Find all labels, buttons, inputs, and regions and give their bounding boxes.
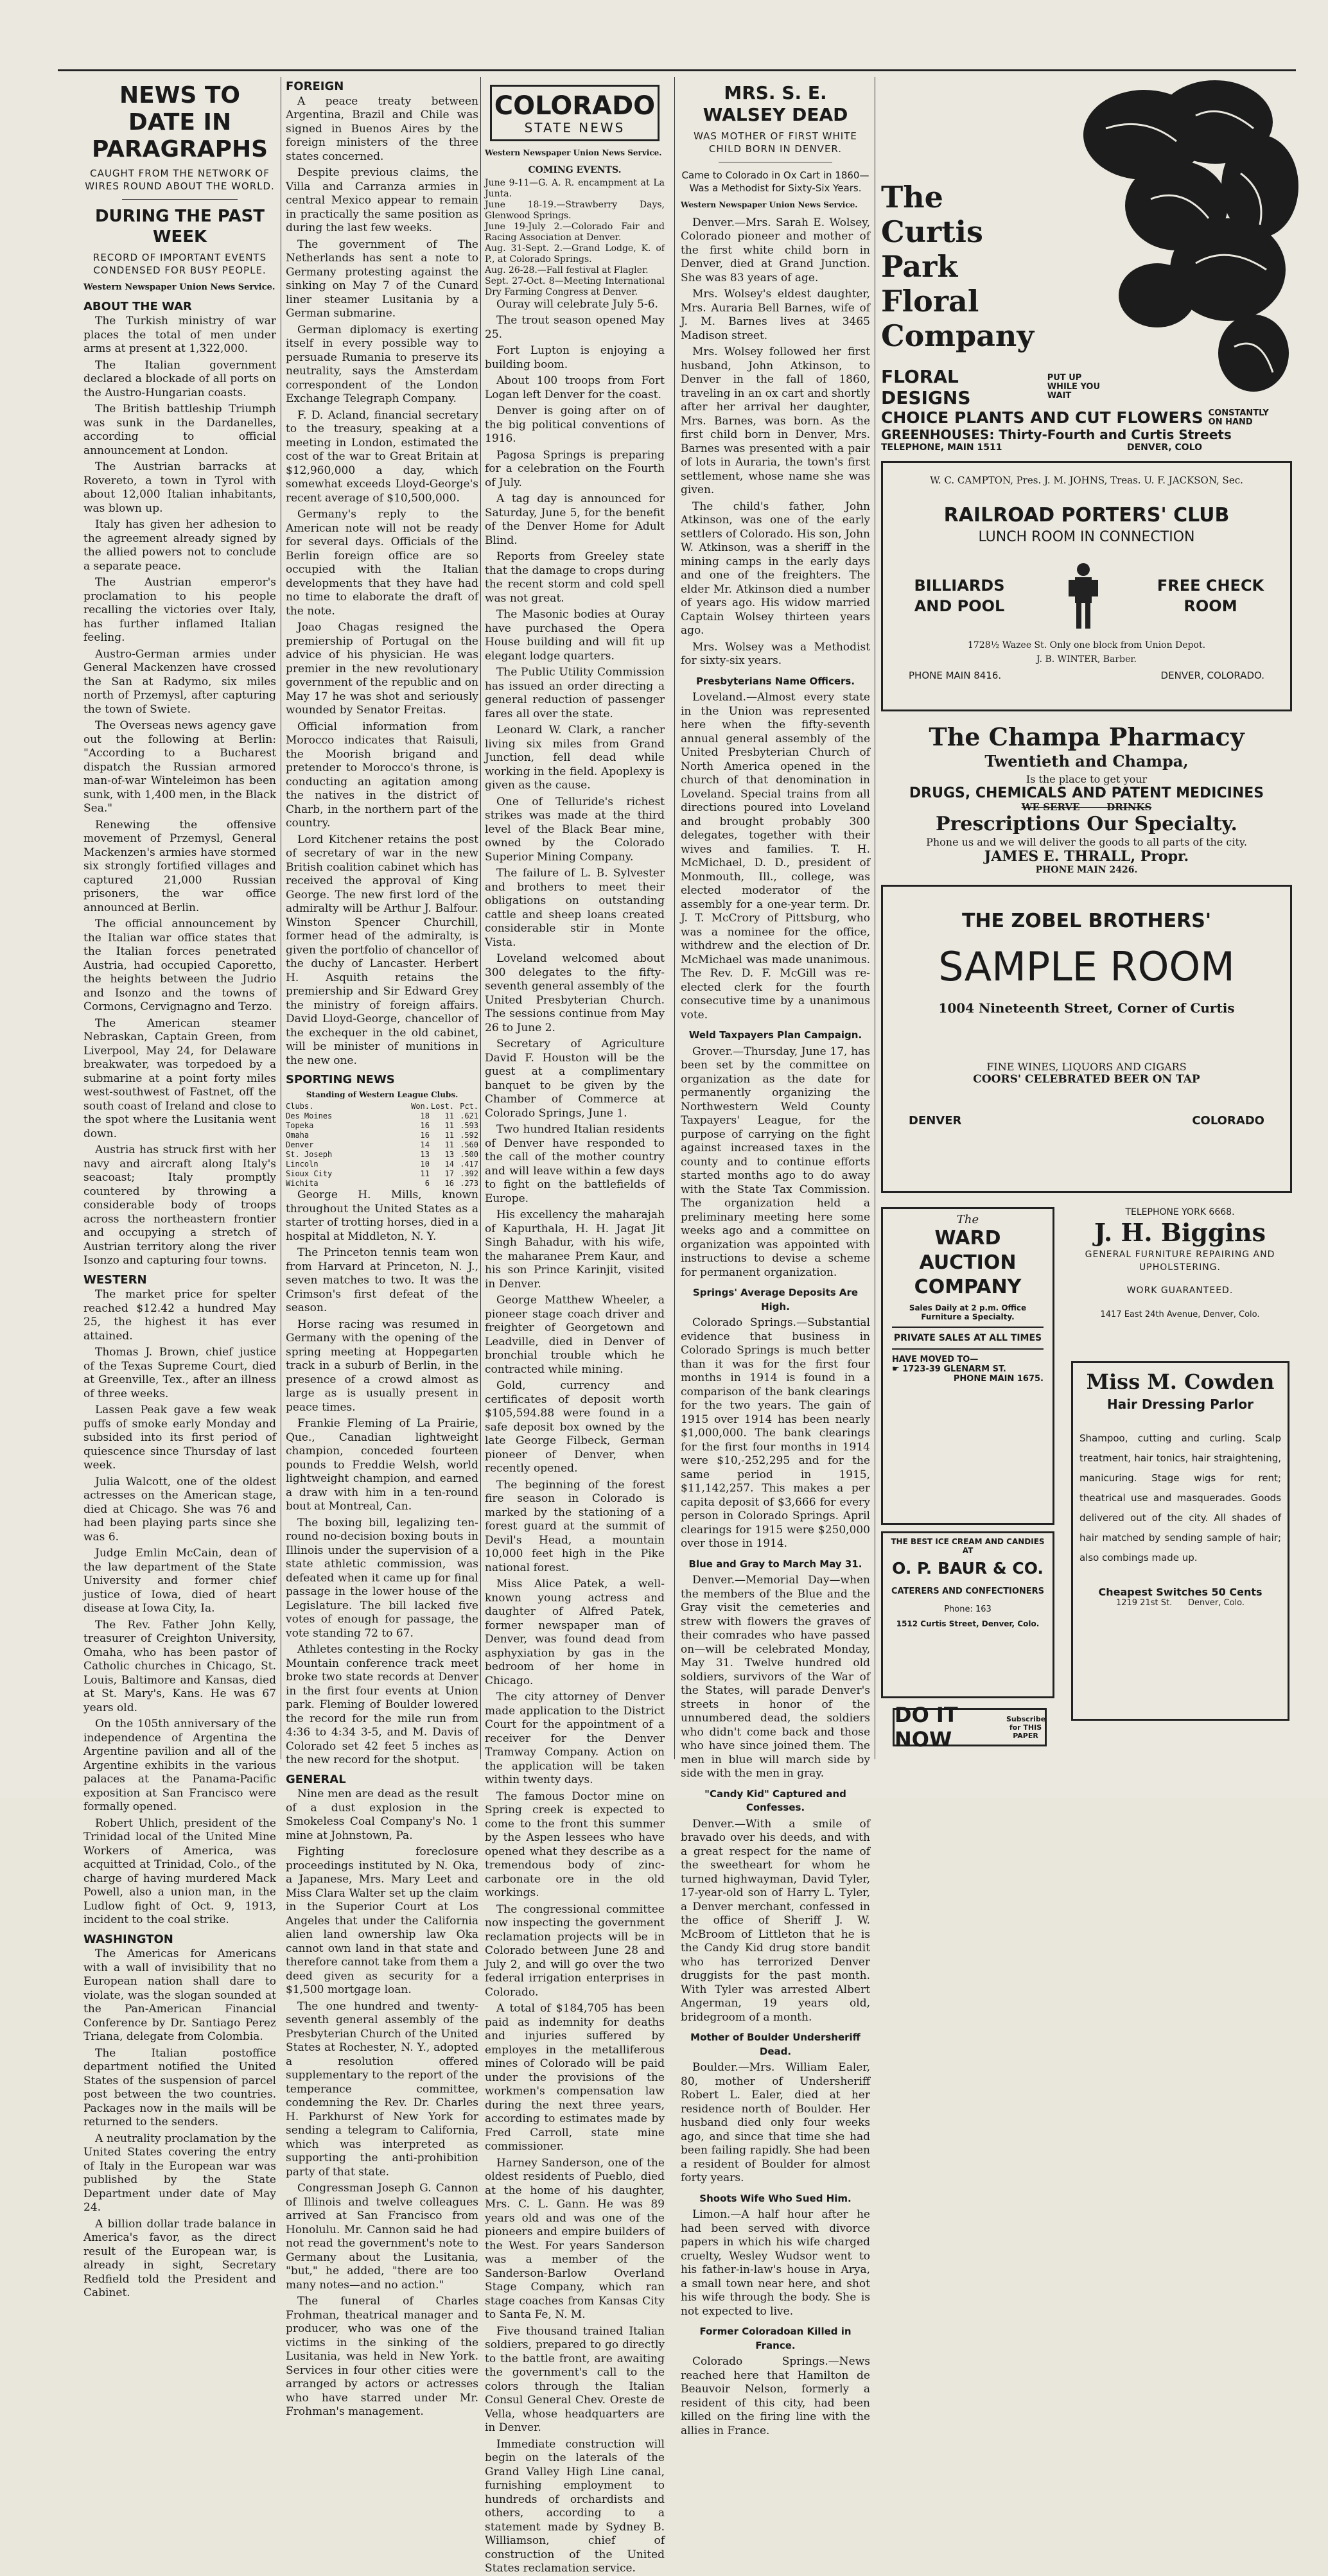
table-row (286, 1179, 478, 1188)
curtis-name-line: The (881, 180, 943, 214)
foreign-item: Despite previous claims, the Villa and Carranza armies in central Mexico appear to remain in practically the same position as during the last few weeks. (286, 166, 478, 234)
table-cell: .621 (460, 1111, 478, 1120)
table-row (286, 1121, 478, 1131)
sporting-paragraphs (286, 1188, 478, 1768)
coming-event: Sept. 27-Oct. 8—Meeting International Dry Farming Congress at Denver. (485, 275, 665, 297)
war-item: Italy has given her adhesion to the agreement already signed by the allied powers not to conclude a separate peace. (83, 518, 276, 573)
champa-title: The Champa Pharmacy (929, 722, 1245, 751)
masthead-state-news: STATE NEWS (524, 120, 625, 135)
table-row (286, 1140, 478, 1150)
section-general: GENERAL (286, 1772, 346, 1786)
column-news-to-date (83, 77, 276, 2299)
foreign-item: F. D. Acland, financial secretary to the treasury, speaking at a meeting in London, estimated the cost of the war to Great Britain at $12,960,000 a day, which somewhat exceeds Lloyd-George's recent average of $10,500,000. (286, 408, 478, 505)
state-news-item: Immediate construction will begin on the laterals of the Grand Valley High Line canal, furnishing employment to hundreds of orchardists and others, according to a statement made by Sydney B. Williamson, chief of construction of the United States reclamation service. (485, 2437, 665, 2575)
walsey-paragraphs (681, 216, 870, 668)
column-foreign-sporting (286, 77, 478, 2418)
ward-address-text: 1723-39 GLENARM ST. (902, 1364, 1006, 1374)
table-cell: 6 (424, 1179, 430, 1188)
washington-item: A neutrality proclamation by the United States covering the entry of Italy in the European war was published by the State Department under date of May 24. (83, 2132, 276, 2214)
state-news-item: The Public Utility Commission has issued an order directing a general reduction of passenger fares all over the state. (485, 666, 665, 720)
table-cell: 11 (444, 1131, 454, 1140)
table-cell: .417 (460, 1160, 478, 1169)
general-item: The funeral of Charles Frohman, theatrical manager and producer, who was one of the victims in the sinking of the Lusitania, was held in New York. Services in four other cities were arranged by actors or actresses who have starred under Mr. Frohman's management. (286, 2295, 478, 2418)
headline-boulder-mother: Mother of Boulder Undersheriff Dead. (690, 2032, 861, 2057)
walsey-item: Mrs. Wolsey followed her first husband, John Atkinson, to Denver in the fall of 1860, traveling in an ox cart and shortly after her arrival her daughter, Mrs. Barnes, was born. As the first child born in Denver, Mrs. Barnes was presented with a pair of lots in Auraria, the town's first settlement, whose name she was given. (681, 345, 870, 496)
washington-item: A billion dollar trade balance in America's favor, as the direct result of the European war, is already in sight, Secretary Redfield told the President and Cabinet. (83, 2217, 276, 2299)
headline-news-to-date: NEWS TO DATE IN PARAGRAPHS (91, 82, 268, 162)
table-cell: St. Joseph (286, 1150, 333, 1159)
standing-table (286, 1102, 478, 1188)
war-item: The Overseas news agency gave out the following at Berlin: "According to a Bucharest dispatch the Russian armored man-of-war Winteleimon has been sunk, with 1,400 men, in the Black Sea." (83, 719, 276, 815)
curtis-name-line: Floral (881, 284, 979, 318)
western-item: On the 105th anniversary of the independence of Argentina the Argentine pavilion and all of the Argentine exhibits in the various palaces at the Panama-Pacific exposition at San Francisco were formally opened. (83, 1718, 276, 1813)
zobel-address: 1004 Nineteenth Street, Corner of Curtis (938, 1000, 1235, 1016)
divider (122, 199, 238, 200)
coming-events-head: COMING EVENTS. (528, 165, 622, 175)
champa-drugs: DRUGS, CHEMICALS AND PATENT MEDICINES (909, 785, 1264, 801)
cowden-switches: Cheapest Switches 50 Cents (1098, 1586, 1262, 1598)
headline-blue-gray: Blue and Gray to March May 31. (688, 1558, 862, 1570)
zobel-denver: DENVER (909, 1114, 962, 1127)
coming-event: June 9-11—G. A. R. encampment at La Junta. (485, 177, 665, 199)
war-item: The Italian government declared a blockade of all ports on the Austro-Hungarian coasts. (83, 358, 276, 399)
zobel-beer: COORS' CELEBRATED BEER ON TAP (973, 1073, 1200, 1086)
table-cell: Sioux City (286, 1169, 333, 1178)
state-news-item: A total of $184,705 has been paid as indemnity for deaths and injuries suffered by employes in the metalliferous mines of Colorado will be paid under the provisions of the workmen's compensation law during the next three years, according to estimates made by Fred Carroll, state mine commissioner. (485, 2002, 665, 2153)
curtis-name-line: Curtis (881, 214, 983, 249)
ad-railroad-porters-club (881, 461, 1292, 711)
state-news-item: His excellency the maharajah of Kapurthala, H. H. Jagat Jit Singh Bahadur, with his wife, the maharanee Prem Kaur, and his son Prince Karinjit, visited in Denver. (485, 1208, 665, 1291)
ad-ward-auction (881, 1207, 1054, 1525)
table-cell: .273 (460, 1179, 478, 1188)
champa-line1: Is the place to get your (1026, 773, 1148, 785)
state-news-item: Fort Lupton is enjoying a building boom. (485, 344, 665, 371)
champa-prescriptions: Prescriptions Our Specialty. (936, 813, 1237, 835)
cowden-parlor: Hair Dressing Parlor (1106, 1397, 1254, 1412)
curtis-name-line: Park (881, 249, 958, 284)
candy-kid-paragraphs (681, 1818, 870, 2025)
ad-biggins (1066, 1207, 1294, 1336)
ad-op-baur (881, 1531, 1054, 1698)
boulder-mother-paragraphs (681, 2061, 870, 2186)
table-cell: 14 (444, 1160, 454, 1169)
wire-credit: Western Newspaper Union News Service. (83, 283, 275, 292)
table-row (286, 1160, 478, 1169)
zobel-sample-room: SAMPLE ROOM (938, 943, 1235, 990)
walsey-item: Mrs. Wolsey was a Methodist for sixty-six years. (681, 640, 870, 667)
state-news-item: The beginning of the forest fire season in Colorado is marked by the stationing of a forest guard at the summit of Devil's Head, a mountain 10,000 feet high in the Pike national forest. (485, 1478, 665, 1574)
ad-miss-cowden (1071, 1361, 1289, 1721)
general-item: Congressman Joseph G. Cannon of Illinois and twelve colleagues arrived at San Francisco from Honolulu. Mr. Cannon said he had not read the government's note to Germany about the Lusitania, "but," he added, "there are too many notes—and no action." (286, 2182, 478, 2292)
state-news-item: Gold, currency and certificates of deposit worth $105,594.88 were found in a safe deposit box owned by the late George Filbeck, German pioneer of Denver, when recently opened. (485, 1379, 665, 1475)
colorado-masthead-box (490, 85, 660, 141)
table-cell: .593 (460, 1121, 478, 1130)
deck-first-white-child: WAS MOTHER OF FIRST WHITE CHILD BORN IN DENVER. (694, 130, 857, 155)
headline-presbyterians: Presbyterians Name Officers. (695, 675, 855, 687)
state-news-item: Ouray will celebrate July 5-6. (496, 297, 658, 311)
ward-address (892, 1364, 1044, 1374)
foreign-item: Joao Chagas resigned the premiership of Portugal on the advice of his physician. He was premier in the new revolutionary government of the republic and on May 17 he was shot and seriously wounded by Senator Freitas. (286, 621, 478, 717)
ward-phone: PHONE MAIN 1675. (953, 1374, 1044, 1384)
state-news-item: A tag day is announced for Saturday, June 5, for the benefit of the Denver Home for Adult Blind. (485, 492, 665, 547)
zobel-wines: FINE WINES, LIQUORS AND CIGARS (986, 1061, 1187, 1073)
state-news-item: The famous Doctor mine on Spring creek is expected to come to the front this summer by the Aspen lessees who have opened what they describe as a tremendous body of zinc-carbonate ore in the old workings. (485, 1789, 665, 1899)
table-cell: 11 (444, 1140, 454, 1149)
ward-moved: HAVE MOVED TO— (892, 1355, 979, 1364)
western-item: The market price for spelter reached $12.42 a hundred May 25, the highest it has ever attained. (83, 1288, 276, 1343)
foreign-paragraphs (286, 95, 478, 1068)
headline-weld: Weld Taxpayers Plan Campaign. (688, 1029, 862, 1041)
state-news-item: Miss Alice Patek, a well-known young actress and daughter of Alfred Patek, former newspaper man of Denver, was found dead from asphyxiation by gas in the bedroom of her home in Chicago. (485, 1578, 665, 1687)
table-cell: Wichita (286, 1179, 319, 1188)
headline-walsey: MRS. S. E. WALSEY DEAD (703, 82, 848, 125)
zobel-colorado: COLORADO (1192, 1114, 1264, 1127)
section-washington: WASHINGTON (83, 1932, 173, 1946)
constantly-on-hand: CONSTANTLY ON HAND (1208, 408, 1269, 427)
general-item: Fighting foreclosure proceedings instituted by N. Oka, a Japanese, Mrs. Mary Leet and Miss Clara Walter set up the claim in the Superior Court at Los Angeles that under the California alien land ownership law Oka cannot own land in that state and therefore cannot take from them a deed given as security for a $1,500 mortgage loan. (286, 1845, 478, 1996)
greenhouses: GREENHOUSES: Thirty-Fourth and Curtis Streets (881, 427, 1232, 442)
ward-private: PRIVATE SALES AT ALL TIMES (893, 1333, 1042, 1343)
state-news-item: The failure of L. B. Sylvester and brothers to meet their obligations on outstanding cattle and sheep loans created considerable stir in Monte Vista. (485, 867, 665, 949)
presbyterians-item: Loveland.—Almost every state in the Union was represented here when the fifty-seventh annual general assembly of the United Presbyterian Church of North America opened in the church of that denomination in Loveland. Special trains from all directions poured into Loveland and brought probably 300 delegates, together with their wives and families. T. H. McMichael, D. D., president of Monmouth, Ill., college, was elected moderator of the assembly for a one-year term. Dr. J. T. McCrory of Pittsburg, who was a nominee for the office, withdrew and the election of Dr. McMichael was made unanimous. The Rev. D. F. McGill was re-elected clerk for the fourth consecutive time by a unanimous vote. (681, 691, 870, 1022)
deck-record: RECORD OF IMPORTANT EVENTS CONDENSED FOR BUSY PEOPLE. (92, 252, 267, 276)
headline-springs: Springs' Average Deposits Are High. (692, 1287, 859, 1312)
porters-lunch: LUNCH ROOM IN CONNECTION (978, 529, 1195, 545)
springs-item: Colorado Springs.—Substantial evidence that business in Colorado Springs is much better than it was for the first four months in 1914 is found in a comparison of the bank clearings for the two years. The gain of 1915 over 1914 has been nearly $1,000,000. The bank clearings for the first four months in 1914 were $10,-252,295 and for the same period in 1915, $11,142,257. This makes a per capita deposit of $3,666 for every person in Colorado Springs. April clearings for 1915 were $250,000 over those in 1914. (681, 1316, 870, 1550)
war-item: The American steamer Nebraskan, Captain Green, from Liverpool, May 24, for Delaware breakwater, was torpedoed by a submarine at a point forty miles west-southwest of Fastnet, off the south coast of Ireland and close to the spot where the Lusitania went down. (83, 1016, 276, 1140)
coming-event: June 18-19.—Strawberry Days, Glenwood Springs. (485, 199, 665, 221)
western-item: The Rev. Father John Kelly, treasurer of Creighton University, Omaha, who has been pastor of Catholic churches in Chicago, St. Louis, Baltimore and Kansas, died at St. Mary's, Kans. He was 67 years old. (83, 1618, 276, 1714)
porters-billiards: BILLIARDS AND POOL (914, 577, 1005, 615)
sporting-item: George H. Mills, known throughout the United States as a starter of trotting horses, died in a hospital at Middleton, N. Y. (286, 1188, 478, 1243)
biggins-guaranteed: WORK GUARANTEED. (1126, 1285, 1234, 1296)
headline-former-coloradoan: Former Coloradoan Killed in France. (699, 2326, 852, 2351)
table-header-row (286, 1102, 478, 1111)
western-item: Thomas J. Brown, chief justice of the Texas Supreme Court, died at Greenville, Tex., after an illness of three weeks. (83, 1346, 276, 1400)
section-sporting: SPORTING NEWS (286, 1073, 395, 1086)
porters-barber: J. B. WINTER, Barber. (1036, 654, 1137, 665)
state-news-item: Loveland welcomed about 300 delegates to the fifty-seventh general assembly of the United Presbyterian Church. The sessions continue from May 26 to June 2. (485, 952, 665, 1034)
baur-caterers: CATERERS AND CONFECTIONERS (891, 1587, 1045, 1596)
former-coloradoan-paragraphs (681, 2355, 870, 2438)
former-coloradoan-item: Colorado Springs.—News reached here that Hamilton de Beauvoir Nelson, formerly a resident of this city, had been killed on the firing line with the allies in France. (681, 2355, 870, 2437)
table-cell: Topeka (286, 1121, 314, 1130)
state-news-item: Leonard W. Clark, a rancher living six miles from Grand Junction, fell dead while working in the field. Apoplexy is given as the cause. (485, 724, 665, 792)
table-cell: 16 (420, 1121, 430, 1130)
sporting-item: Horse racing was resumed in Germany with the opening of the spring meeting at Hoppegarten track in a suburb of Berlin, in the presence of a crowd almost as large as is usually present in peace times. (286, 1318, 478, 1414)
state-news-item: About 100 troops from Fort Logan left Denver for the coast. (485, 374, 665, 401)
western-paragraphs (83, 1288, 276, 1928)
war-item: The official announcement by the Italian war office states that the Italian forces penetrated Austria, had occupied Caporetto, the heights between the Judrio and Isonzo and the towns of Cormons, Cervignagno and Terzo. (83, 918, 276, 1013)
table-cell: 11 (444, 1111, 454, 1120)
table-cell: Denver (286, 1140, 314, 1149)
coming-event: June 19-July 2.—Colorado Fair and Racing Association at Denver. (485, 221, 665, 243)
table-cell: 18 (420, 1111, 430, 1120)
porters-phone: PHONE MAIN 8416. (909, 670, 1002, 681)
state-news-item: The congressional committee now inspecting the government reclamation projects will be in Colorado between June 28 and July 2, and will go over the two federal irrigation enterprises in Colorado. (485, 1902, 665, 1999)
state-news-item: Two hundred Italian residents of Denver have responded to the call of the mother country and will leave within a few days to fight on the battlefields of Europe. (485, 1123, 665, 1205)
foreign-item: Official information from Morocco indicates that Raisuli, the Moorish brigand and pretender to Morocco's throne, is conducting an agitation among the natives in the district of Charb, in the northern part of the country. (286, 720, 478, 830)
general-paragraphs (286, 1788, 478, 2419)
war-item: Austro-German armies under General Mackenzen have crossed the San at Radymo, six miles north of Przemysl, after capturing the town of Swiete. (83, 647, 276, 716)
boulder-mother-item: Boulder.—Mrs. William Ealer, 80, mother of Undersheriff Robert L. Ealer, died at her residence north of Boulder. Her husband died only four weeks ago, and since that time she had been failing rapidly. She had been a resident of Boulder for almost forty years. (681, 2061, 870, 2184)
champa-proprietor: JAMES E. THRALL, Propr. (984, 848, 1189, 865)
table-cell: Des Moines (286, 1111, 333, 1120)
ad-do-it-now (893, 1703, 1047, 1752)
headline-candy-kid: "Candy Kid" Captured and Confesses. (704, 1788, 846, 1813)
western-item: Robert Uhlich, president of the Trinidad local of the United Mine Workers of America, was acquitted at Trinidad, Colo., of the charge of having murdered Mack Powell, also a union man, in the Ludlow fight of Oct. 9, 1913, incident to the coal strike. (83, 1816, 276, 1926)
baur-phone: Phone: 163 (944, 1605, 992, 1614)
divider (892, 1327, 1044, 1328)
deck-network: CAUGHT FROM THE NETWORK OF WIRES ROUND ABOUT THE WORLD. (85, 168, 275, 192)
standing-title: Standing of Western League Clubs. (306, 1090, 459, 1099)
choice-plants: CHOICE PLANTS AND CUT FLOWERS (881, 408, 1203, 427)
cowden-address: 1219 21st St. Denver, Colo. (1115, 1598, 1245, 1608)
baur-ice-cream: THE BEST ICE CREAM AND CANDIES AT (891, 1537, 1045, 1555)
champa-address: Twentieth and Champa, (984, 752, 1189, 770)
section-western: WESTERN (83, 1273, 147, 1287)
table-cell: 11 (444, 1121, 454, 1130)
table-row (286, 1111, 478, 1121)
column-colorado-state-news (485, 77, 665, 2575)
war-item: The Austrian emperor's proclamation to his people recalling the victories over Italy, has further inflamed Italian feeling. (83, 576, 276, 644)
general-item: The one hundred and twenty-seventh general assembly of the Presbyterian Church of the United States at Rochester, N. Y., adopted a resolution offered supplementary to the report of the temperance committee, condemning the Rev. Dr. Charles H. Parkhurst of New York for sending a telegram to California, which was interpreted as supporting the anti-prohibition party of that state. (286, 1999, 478, 2179)
war-item: The Austrian barracks at Rovereto, a town in Tyrol with about 12,000 Italian inhabitants, was blown up. (83, 460, 276, 515)
table-cell: Lincoln (286, 1160, 319, 1169)
porter-figure-icon (1061, 561, 1106, 631)
ad-zobel-brothers (881, 885, 1292, 1193)
headline-shoots-wife: Shoots Wife Who Sued Him. (699, 2192, 852, 2204)
deck-ox-cart: Came to Colorado in Ox Cart in 1860—Was a Methodist for Sixty-Six Years. (681, 170, 869, 194)
state-news-item: Denver is going after on of the big political conventions of 1916. (485, 405, 665, 445)
walsey-item: The child's father, John Atkinson, was one of the early settlers of Colorado. His son, John W. Atkinson, was a sheriff in the mining camps in the early days and one of the freighters. The elder Mr. Atkinson died a number of years ago. His widow married Captain Wolsey thirteen years ago. (681, 500, 870, 637)
table-row (286, 1150, 478, 1160)
porters-officers: W. C. CAMPTON, Pres. J. M. JOHNS, Treas. U. F. JACKSON, Sec. (930, 474, 1243, 486)
war-item: The Turkish ministry of war places the total of men under arms at present at 1,322,000. (83, 315, 276, 355)
war-item: Austria has struck first with her navy and aircraft along Italy's seacoast; Italy promptly countered by throwing a considerable body of troops across the northeastern frontier and occupying a stretch of Austrian territory along the river Isonzo and capturing four towns. (83, 1144, 276, 1267)
state-news-paragraphs (485, 298, 665, 2576)
table-cell: 13 (420, 1150, 430, 1159)
war-item: The British battleship Triumph was sunk in the Dardanelles, according to official announcement at London. (83, 403, 276, 457)
shoots-wife-item: Limon.—A half hour after he had been served with divorce papers in which his wife charged cruelty, Wesley Wudsor went to his father-in-law's house in Arya, a small town near here, and shot his wife through the body. She is not expected to live. (681, 2208, 870, 2318)
porters-city: DENVER, COLORADO. (1160, 670, 1264, 681)
table-row (286, 1169, 478, 1179)
column-walsey (681, 77, 870, 2437)
champa-we-serve: WE SERVE DRINKS (1021, 801, 1152, 813)
washington-paragraphs (83, 1947, 276, 2301)
table-cell: 13 (444, 1150, 454, 1159)
coming-events-list (485, 178, 665, 298)
biggins-address: 1417 East 24th Avenue, Denver, Colo. (1100, 1310, 1260, 1319)
table-cell: Pct. (460, 1102, 478, 1111)
table-cell: 16 (444, 1179, 454, 1188)
walsey-item: Mrs. Wolsey's eldest daughter, Mrs. Auraria Bell Barnes, wife of J. M. Barnes lives at 3465 Madison street. (681, 288, 870, 342)
shoots-wife-paragraphs (681, 2208, 870, 2319)
state-news-item: George Matthew Wheeler, a pioneer stage coach driver and freighter of Georgetown and Leadville, died in Denver of bronchial trouble which he contracted while mining. (485, 1294, 665, 1376)
state-news-item: Reports from Greeley state that the damage to crops during the recent storm and cold spell was not great. (485, 550, 665, 605)
blue-gray-paragraphs (681, 1574, 870, 1781)
pointing-hand-icon: ☛ (892, 1364, 903, 1374)
foreign-item: A peace treaty between Argentina, Brazil and Chile was signed in Buenos Aires by the foreign ministers of the three states concerned. (286, 94, 478, 163)
washington-item: The Italian postoffice department notified the United States of the suspension of parcel post between the two countries. Packages now in the mails will be returned to the senders. (83, 2046, 276, 2128)
floral-designs: FLORAL DESIGNS (881, 366, 971, 408)
baur-name: O. P. BAUR & CO. (892, 1559, 1044, 1578)
presbyterians-paragraphs (681, 691, 870, 1022)
western-item: Julia Walcott, one of the oldest actresses on the American stage, died at Chicago. She was 76 and had been playing parts since she was 6. (83, 1475, 276, 1544)
general-item: Nine men are dead as the result of a dust explosion in the Smokeless Coal Company's No. 1 mine at Johnstown, Pa. (286, 1788, 478, 1842)
wire-credit: Western Newspaper Union News Service. (681, 200, 858, 209)
foreign-item: Lord Kitchener retains the post of secretary of war in the new British coalition cabinet which has received the approval of King George. The new first lord of the admiralty will be Arthur J. Balfour. Winston Spencer Churchill, former head of the admiralty, is given the portfolio of chancellor of the duchy of Lancaster. Herbert H. Asquith retains the premiership and Sir Edward Grey the ministry of foreign affairs. David Lloyd-George, chancellor of the exchequer in the old cabinet, will be minister of munitions in the new one. (286, 833, 478, 1067)
table-cell: 14 (420, 1140, 430, 1149)
walsey-item: Denver.—Mrs. Sarah E. Wolsey, Colorado pioneer and mother of the first white child born in Denver, died at Grand Junction. She was 83 years of age. (681, 216, 870, 284)
biggins-services: GENERAL FURNITURE REPAIRING AND UPHOLSTERING. (1085, 1249, 1275, 1273)
table-cell: Lost. (430, 1102, 454, 1111)
table-cell: .592 (460, 1131, 478, 1140)
curtis-city: DENVER, COLO (1126, 442, 1202, 453)
blue-gray-item: Denver.—Memorial Day—when the members of the Blue and the Gray visit the cemeteries and strew with flowers the graves of their comrades who have passed on—will be celebrated Monday, May 31. Twelve hundred old soldiers, survivors of the War of the States, will parade Denver's streets in honor of the unnumbered dead, the soldiers who didn't come back and those who have since joined them. The men in blue will march side by side with the men in gray. (681, 1574, 870, 1780)
masthead-colorado: COLORADO (494, 91, 656, 121)
state-news-item: The city attorney of Denver made application to the District Court for the appointment of a receiver for the Denver Tramway Company. Action on the application will be taken within twenty days. (485, 1691, 665, 1786)
candy-kid-item: Denver.—With a smile of bravado over his deeds, and with a great respect for the name of the sweetheart for whom he turned highwayman, David Tyler, 17-year-old son of Harry L. Tyler, a Denver merchant, confessed in the office of Sheriff J. W. McBroom of Littleton that he is the Candy Kid drug store bandit who has terrorized Denver druggists for the past month. With Tyler was arrested Albert Angerman, 19 years old, bridegroom of a month. (681, 1817, 870, 2024)
foreign-item: German diplomacy is exerting itself in every possible way to persuade Rumania to preserve its neutrality, says the Amsterdam correspondent of the London Exchange Telegraph Company. (286, 323, 478, 405)
state-news-item: Secretary of Agriculture David F. Houston will be the guest at a complimentary banquet to be given by the Chamber of Commerce at Colorado Springs, June 1. (485, 1038, 665, 1120)
porters-free-check: FREE CHECK ROOM (1157, 577, 1264, 615)
biggins-name: J. H. Biggins (1094, 1218, 1266, 1247)
porters-title: RAILROAD PORTERS' CLUB (943, 504, 1230, 527)
state-news-item: One of Telluride's richest strikes was made at the third level of the Black Bear mine, owned by the Colorado Superior Mining Company. (485, 795, 665, 864)
foreign-item: The government of The Netherlands has sent a note to Germany protesting against the sinking on May 7 of the Cunard liner steamer Lusitania by a German submarine. (286, 238, 478, 320)
sporting-item: The Princeton tennis team won from Harvard at Princeton, N. J., seven matches to two. It was the Crimson's first defeat of the season. (286, 1246, 478, 1314)
champa-deliver: Phone us and we will deliver the goods to all parts of the city. (926, 836, 1247, 848)
baur-address: 1512 Curtis Street, Denver, Colo. (896, 1619, 1040, 1628)
top-rule (58, 69, 1296, 71)
table-cell: Omaha (286, 1131, 310, 1140)
section-about-the-war: ABOUT THE WAR (83, 299, 192, 313)
state-news-item: Five thousand trained Italian soldiers, prepared to go directly to the battle front, are awaiting the government's call to the colors through the Italian Consul General Chev. Oreste de Vella, whose headquarters are in Denver. (485, 2324, 665, 2434)
coming-event: Aug. 31-Sept. 2.—Grand Lodge, K. of P., at Colorado Springs. (485, 243, 665, 265)
war-item: Renewing the offensive movement of Przemysl, General Mackenzen's armies have stormed six strongly fortified villages and captured 21,000 Russian prisoners, the war office announced at Berlin. (83, 818, 276, 914)
springs-paragraphs (681, 1316, 870, 1551)
table-cell: Clubs. (286, 1102, 314, 1111)
subscribe-text: Subscribe for THIS PAPER (1006, 1714, 1046, 1740)
table-cell: 11 (420, 1169, 430, 1178)
cowden-services: Shampoo, cutting and curling. Scalp treatment, hair tonics, hair straightening, manicuring. Stage wigs for rent; theatrical use and masquerades. Goods delivered out of the city. All shades of hair matched by sending sample of hair; also combings made up. (1079, 1432, 1281, 1563)
zobel-title: THE ZOBEL BROTHERS' (961, 910, 1212, 932)
champa-phone: PHONE MAIN 2426. (1035, 865, 1138, 875)
weld-item: Grover.—Thursday, June 17, has been set by the committee on organization as the date for permanently organizing the Northwestern Weld County Taxpayers' League, for the purpose of carrying on the fight against increased taxes in the county and to continue efforts started months ago to do away with the State Tax Commission. The organization held a preliminary meeting here some weeks ago and a committee on organization was appointed with instructions to devise a scheme for permanent organization. (681, 1045, 870, 1279)
state-news-item: The Masonic bodies at Ouray have purchased the Opera House building and will fit up elegant lodge quarters. (485, 608, 665, 663)
sporting-item: Frankie Fleming of La Prairie, Que., Canadian lightweight champion, conceded fourteen pounds to Freddie Welsh, world lightweight champion, and earned a draw with him in a ten-round bout at Montreal, Can. (286, 1417, 478, 1513)
war-paragraphs (83, 315, 276, 1268)
porters-address: 1728½ Wazee St. Only one block from Union Depot. (967, 640, 1206, 650)
sporting-item: Athletes contesting in the Rocky Mountain conference track meet broke two state records at Denver in the first four events at Union park. Fleming of Boulder lowered the record for the mile run from 4:36 to 4:34 3-5, and M. Davis of Colorado set 42 feet 5 inches as the new record for the shotput. (286, 1643, 478, 1766)
coming-event: Aug. 26-28.—Fall festival at Flagler. (485, 265, 649, 275)
wire-credit: Western Newspaper Union News Service. (485, 148, 662, 157)
table-cell: 17 (444, 1169, 454, 1178)
ward-name: WARD AUCTION COMPANY (914, 1227, 1022, 1298)
table-cell: 10 (420, 1160, 430, 1169)
ward-sales: Sales Daily at 2 p.m. Office Furniture a Specialty. (909, 1303, 1027, 1321)
western-item: Lassen Peak gave a few weak puffs of smoke early Monday and subsided into its first period of quiescence since Thursday of last week. (83, 1404, 276, 1472)
ad-champa-pharmacy (881, 722, 1292, 876)
table-cell: .560 (460, 1140, 478, 1149)
table-cell: Won. (411, 1102, 430, 1111)
put-up-while: PUT UP WHILE YOU WAIT (1047, 373, 1101, 401)
ward-the: The (956, 1213, 979, 1226)
state-news-item: Harney Sanderson, one of the oldest residents of Pueblo, died at the home of his daughter, Mrs. C. L. Gann. He was 89 years old and was one of the pioneers and empire builders of the West. For years Sanderson was a member of the Sanderson-Barlow Overland Stage Company, which ran stage coaches from Kansas City to Santa Fe, N. M. (485, 2156, 665, 2321)
column-rule (674, 77, 675, 1759)
washington-item: The Americas for Americans with a wall of invisibility that no European nation shall dare to violate, was the slogan sounded at the Pan-American Financial Conference by Dr. Santiago Perez Triana, delegate from Colombia. (83, 1947, 276, 2043)
table-cell: 16 (420, 1131, 430, 1140)
section-foreign: FOREIGN (286, 80, 344, 93)
foreign-item: Germany's reply to the American note will not be ready for several days. Officials of the Berlin foreign office are so occupied with the Italian developments that they have had no time to elaborate the draft of the note. (286, 508, 478, 618)
biggins-telephone: TELEPHONE YORK 6668. (1125, 1207, 1235, 1217)
weld-paragraphs (681, 1045, 870, 1280)
state-news-item: Pagosa Springs is preparing for a celebration on the Fourth of July. (485, 448, 665, 489)
ad-curtis-park-floral (881, 77, 1298, 453)
do-it-now: DO IT NOW (895, 1703, 958, 1752)
sporting-item: The boxing bill, legalizing ten-round no-decision boxing bouts in Illinois under the supervision of a state athletic commission, was defeated when it came up for final passage in the lower house of the Legislature. The bill lacked five votes of enough for passage, the vote standing 72 to 67. (286, 1516, 478, 1640)
table-row (286, 1131, 478, 1140)
table-cell: .392 (460, 1169, 478, 1178)
curtis-name-line: Company (881, 318, 1035, 353)
western-item: Judge Emlin McCain, dean of the law department of the State University and former chief justice of Iowa, died of heart disease at Iowa City, Ia. (83, 1547, 276, 1615)
curtis-telephone: TELEPHONE, MAIN 1511 (881, 442, 1002, 453)
state-news-item: The trout season opened May 25. (485, 314, 665, 341)
column-rule (480, 77, 481, 1759)
cowden-name: Miss M. Cowden (1086, 1370, 1275, 1394)
headline-past-week: DURING THE PAST WEEK (94, 207, 265, 247)
table-cell: .500 (460, 1150, 478, 1159)
flower-illustration (1067, 77, 1298, 411)
divider (892, 1348, 1044, 1350)
